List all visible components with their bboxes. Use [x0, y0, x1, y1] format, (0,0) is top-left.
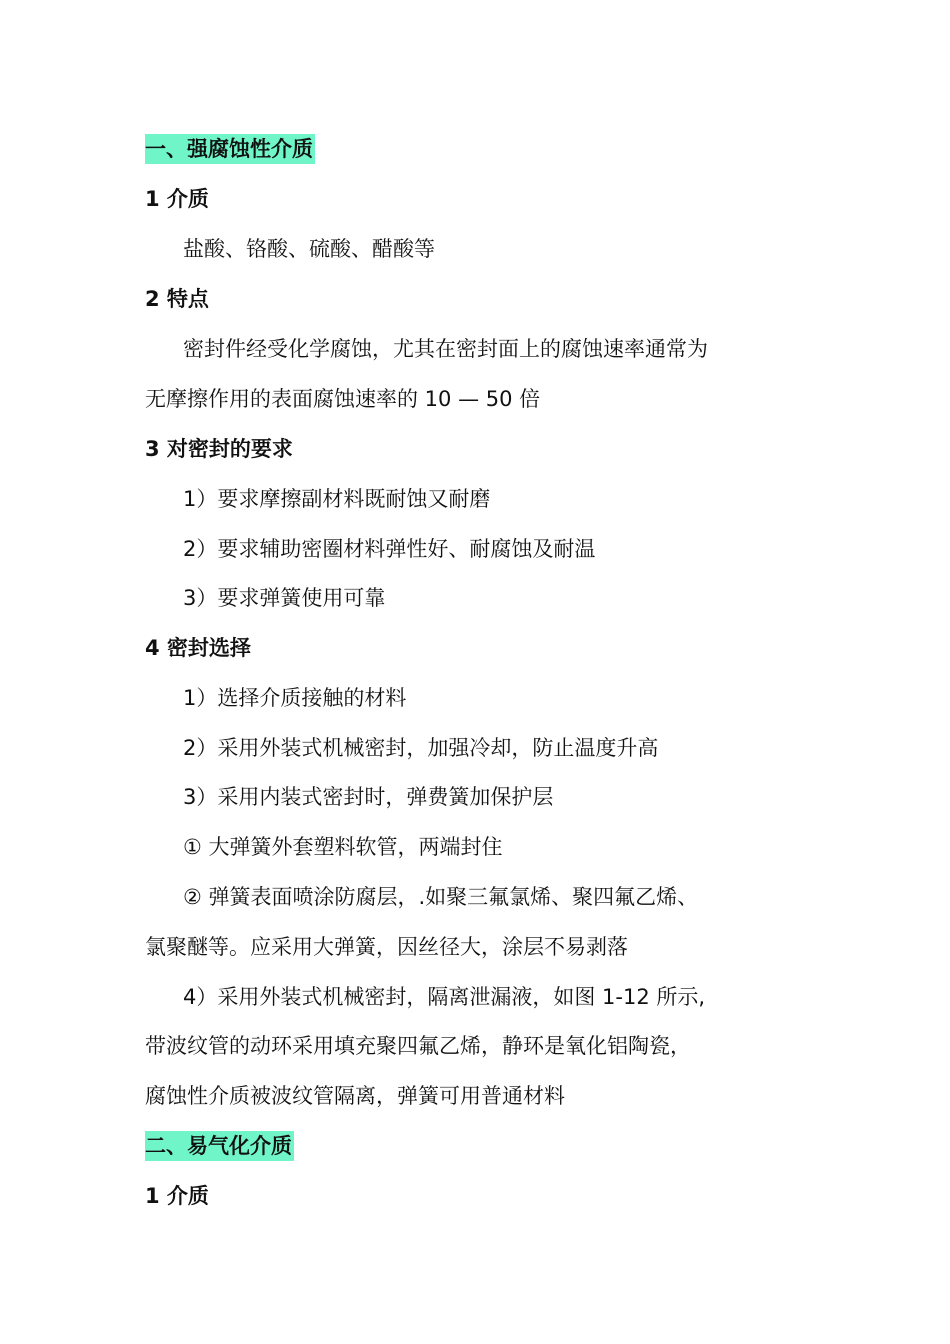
selection-item-1: 1）选择介质接触的材料 [183, 686, 407, 710]
section-1-title-row [145, 134, 825, 164]
requirement-item-1: 1）要求摩擦副材料既耐蚀又耐磨 [183, 487, 491, 511]
section-2-title-row [145, 1131, 825, 1161]
media-list: 盐酸、铬酸、硫酸、醋酸等 [183, 237, 435, 261]
section-1-title: 一、强腐蚀性介质 [145, 134, 315, 164]
section-2-heading-media: 1 介质 [145, 1184, 209, 1208]
features-text-line-1: 密封件经受化学腐蚀，尤其在密封面上的腐蚀速率通常为 [183, 337, 708, 361]
selection-item-3b-line-2: 氯聚醚等。应采用大弹簧，因丝径大，涂层不易剥落 [145, 935, 628, 959]
selection-item-4-line-1: 4）采用外装式机械密封，隔离泄漏液，如图 1-12 所示, [183, 985, 706, 1009]
section-1-heading-media: 1 介质 [145, 187, 209, 211]
selection-item-4-line-2: 带波纹管的动环采用填充聚四氟乙烯，静环是氧化铝陶瓷， [145, 1034, 691, 1058]
section-2-title: 二、易气化介质 [145, 1131, 294, 1161]
selection-item-4-line-3: 腐蚀性介质被波纹管隔离，弹簧可用普通材料 [145, 1084, 565, 1108]
selection-item-3b-line-1: ② 弹簧表面喷涂防腐层，.如聚三氟氯烯、聚四氟乙烯、 [183, 885, 699, 909]
features-text-line-2: 无摩擦作用的表面腐蚀速率的 10 — 50 倍 [145, 387, 541, 411]
section-1-heading-selection: 4 密封选择 [145, 636, 251, 660]
section-1-heading-features: 2 特点 [145, 287, 209, 311]
selection-item-3: 3）采用内装式密封时，弹费簧加保护层 [183, 785, 554, 809]
selection-item-2: 2）采用外装式机械密封，加强冷却，防止温度升高 [183, 736, 659, 760]
section-1-heading-requirements: 3 对密封的要求 [145, 437, 293, 461]
requirement-item-3: 3）要求弹簧使用可靠 [183, 586, 386, 610]
requirement-item-2: 2）要求辅助密圈材料弹性好、耐腐蚀及耐温 [183, 537, 596, 561]
selection-item-3a: ① 大弹簧外套塑料软管，两端封住 [183, 835, 503, 859]
